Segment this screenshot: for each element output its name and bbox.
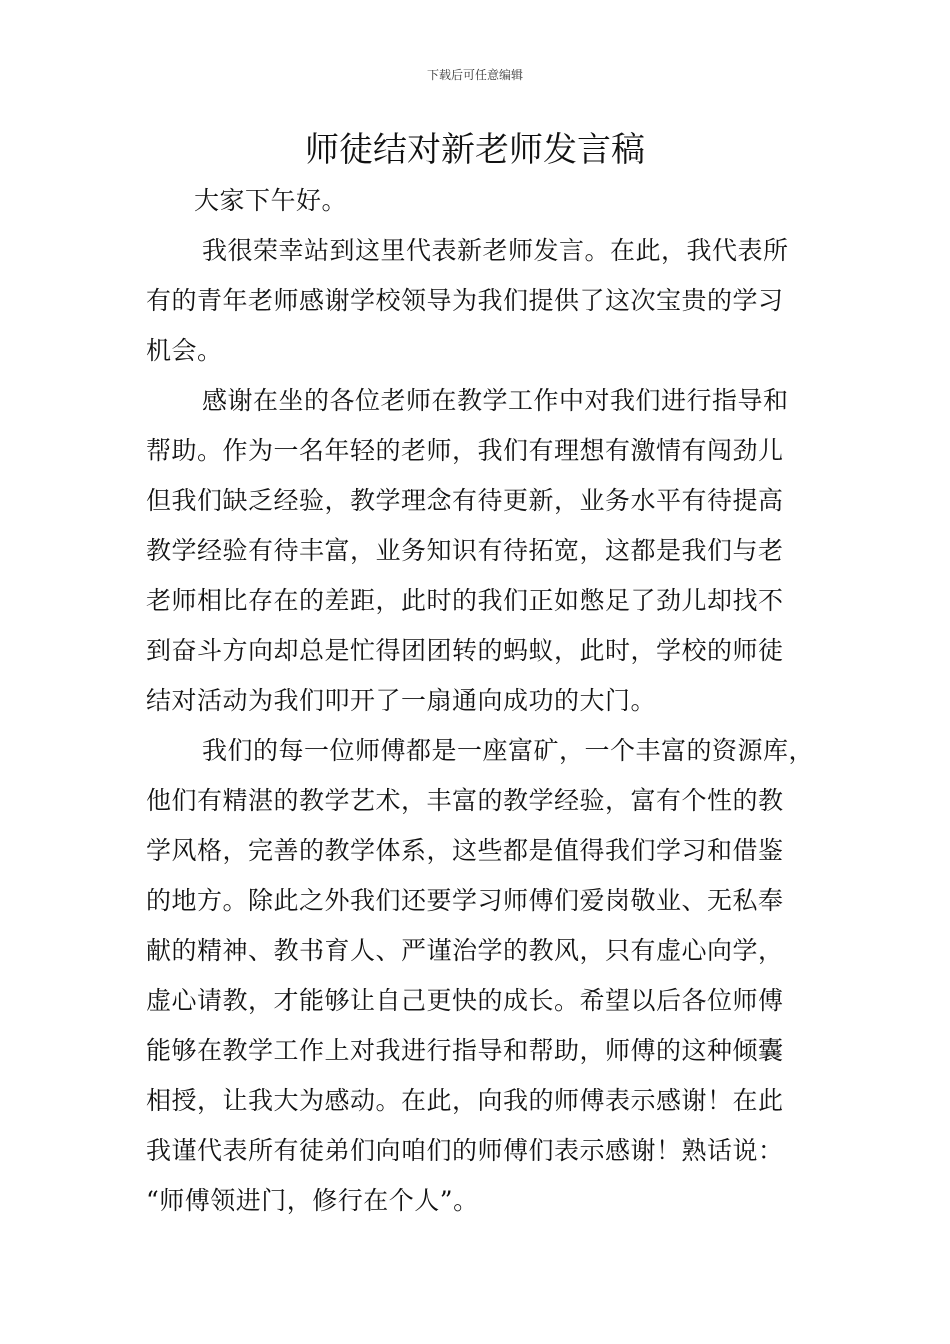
body-line: “师傅领进门，修行在个人”。 <box>146 1186 479 1215</box>
body-line: 他们有精湛的教学艺术，丰富的教学经验，富有个性的教 <box>146 786 784 815</box>
body-line: 我很荣幸站到这里代表新老师发言。在此，我代表所 <box>202 236 789 265</box>
body-line: 的地方。除此之外我们还要学习师傅们爱岗敬业、无私奉 <box>146 886 784 915</box>
body-line: 虚心请教，才能够让自己更快的成长。希望以后各位师傅 <box>146 986 784 1015</box>
body-line: 老师相比存在的差距，此时的我们正如憋足了劲儿却找不 <box>146 586 784 615</box>
body-line: 献的精神、教书育人、严谨治学的教风，只有虚心向学， <box>146 936 784 965</box>
body-line: 能够在教学工作上对我进行指导和帮助，师傅的这种倾囊 <box>146 1036 784 1065</box>
body-line: 学风格，完善的教学体系，这些都是值得我们学习和借鉴 <box>146 836 784 865</box>
body-line: 感谢在坐的各位老师在教学工作中对我们进行指导和 <box>202 386 789 415</box>
body-line: 大家下午好。 <box>194 186 348 215</box>
document-title: 师徒结对新老师发言稿 <box>305 130 645 170</box>
body-line: 教学经验有待丰富，业务知识有待拓宽，这都是我们与老 <box>146 536 784 565</box>
header-note: 下载后可任意编辑 <box>426 68 523 82</box>
body-line: 我谨代表所有徒弟们向咱们的师傅们表示感谢！熟话说： <box>146 1136 784 1165</box>
body-line: 机会。 <box>146 336 223 365</box>
body-line: 但我们缺乏经验，教学理念有待更新，业务水平有待提高 <box>146 486 784 515</box>
body-line: 有的青年老师感谢学校领导为我们提供了这次宝贵的学习 <box>146 286 784 315</box>
body-line: 相授，让我大为感动。在此，向我的师傅表示感谢！在此 <box>146 1086 784 1115</box>
body-line: 到奋斗方向却总是忙得团团转的蚂蚁，此时，学校的师徒 <box>146 636 784 665</box>
body-line: 帮助。作为一名年轻的老师，我们有理想有激情有闯劲儿 <box>146 436 784 465</box>
body-line: 结对活动为我们叩开了一扇通向成功的大门。 <box>146 686 657 715</box>
document-body <box>146 176 816 1226</box>
body-line: 我们的每一位师傅都是一座富矿，一个丰富的资源库， <box>202 736 815 765</box>
